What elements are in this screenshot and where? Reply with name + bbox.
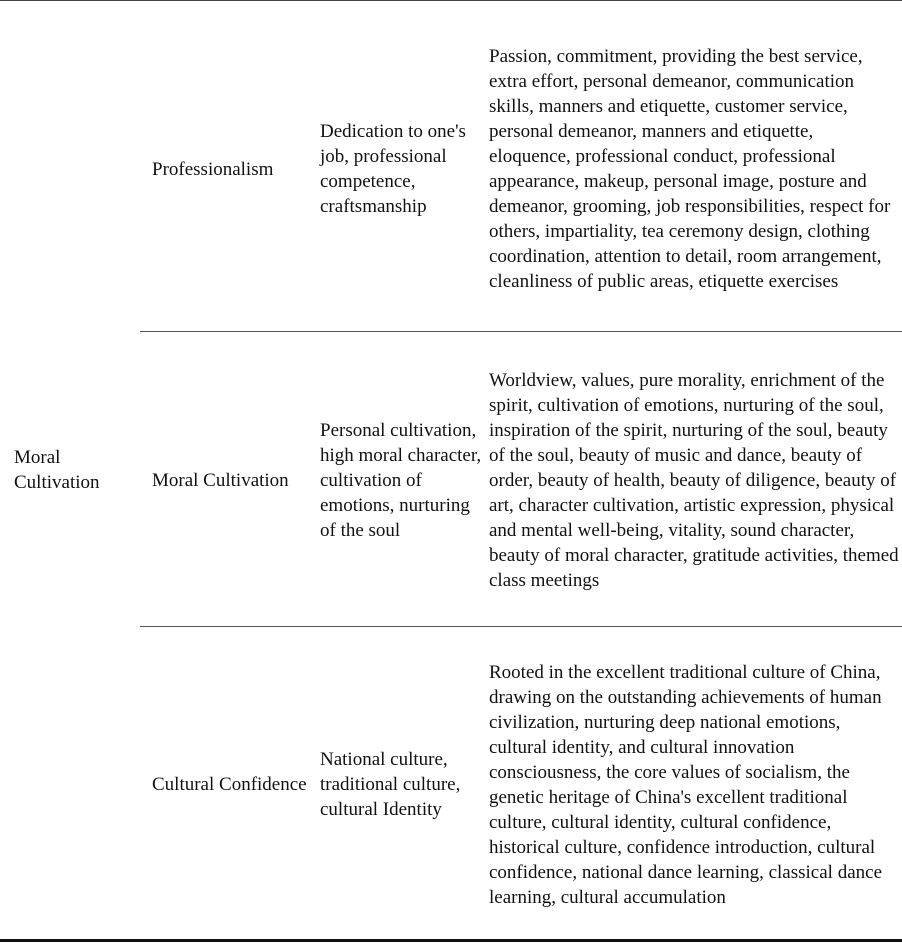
row-2-subcategory-cell (152, 343, 312, 618)
row-1-subcategory: Professionalism (152, 158, 274, 180)
row-2-content-cell (489, 343, 899, 618)
row-divider-1 (140, 331, 902, 332)
row-1-content: Passion, commitment, providing the best service, extra effort, personal demeanor, communication skills, manners and etiquette, customer service, personal demeanor, manners and etiquette, eloquence, professional conduct, professional appearance, makeup, personal image, posture and demeanor, grooming, job responsibilities, respect for others, impartiality, tea ceremony design, clothing coordination, attention to detail, room arrangement, cleanliness of public areas, etiquette exercises (489, 46, 891, 292)
row-2-keywords: Personal cultivation, high moral character, cultivation of emotions, nurturing of the soul (320, 420, 482, 541)
table-top-rule (0, 0, 902, 1)
row-3-subcategory-cell (152, 647, 312, 922)
row-2-content: Worldview, values, pure morality, enrichment of the spirit, cultivation of emotions, nurturing of the soul, inspiration of the spirit, nurturing of the soul, beauty of the soul, beauty of music and dance, beauty of order, beauty of health, beauty of diligence, beauty of art, character cultivation, artistic expression, physical and mental well-being, vitality, sound character, beauty of moral character, gratitude activities, themed class meetings (489, 370, 899, 591)
row-2-subcategory: Moral Cultivation (152, 470, 289, 491)
row-3-content: Rooted in the excellent traditional culture of China, drawing on the outstanding achievements of human civilization, nurturing deep national emotions, cultural identity, and cultural innovation consciousness, the core values of socialism, the genetic heritage of China's excellent traditional culture, cultural identity, cultural confidence, historical culture, confidence introduction, cultural confidence, national dance learning, classical dance learning, cultural accumulation (489, 661, 882, 908)
row-3-content-cell (489, 647, 899, 922)
row-1-subcategory-cell (152, 18, 312, 320)
row-1-keywords: Dedication to one's job, professional competence, craftsmanship (320, 121, 466, 217)
row-divider-2 (140, 626, 902, 627)
row-3-subcategory: Cultural Confidence (152, 774, 307, 795)
category-label: Moral Cultivation (14, 446, 100, 493)
row-3-keywords-cell (320, 647, 482, 922)
category-cell (14, 0, 132, 939)
row-1-content-cell (489, 18, 899, 320)
table-bottom-rule (0, 939, 902, 942)
row-3-keywords: National culture, traditional culture, cultural Identity (320, 749, 461, 820)
row-1-keywords-cell (320, 18, 482, 320)
row-2-keywords-cell (320, 343, 482, 618)
